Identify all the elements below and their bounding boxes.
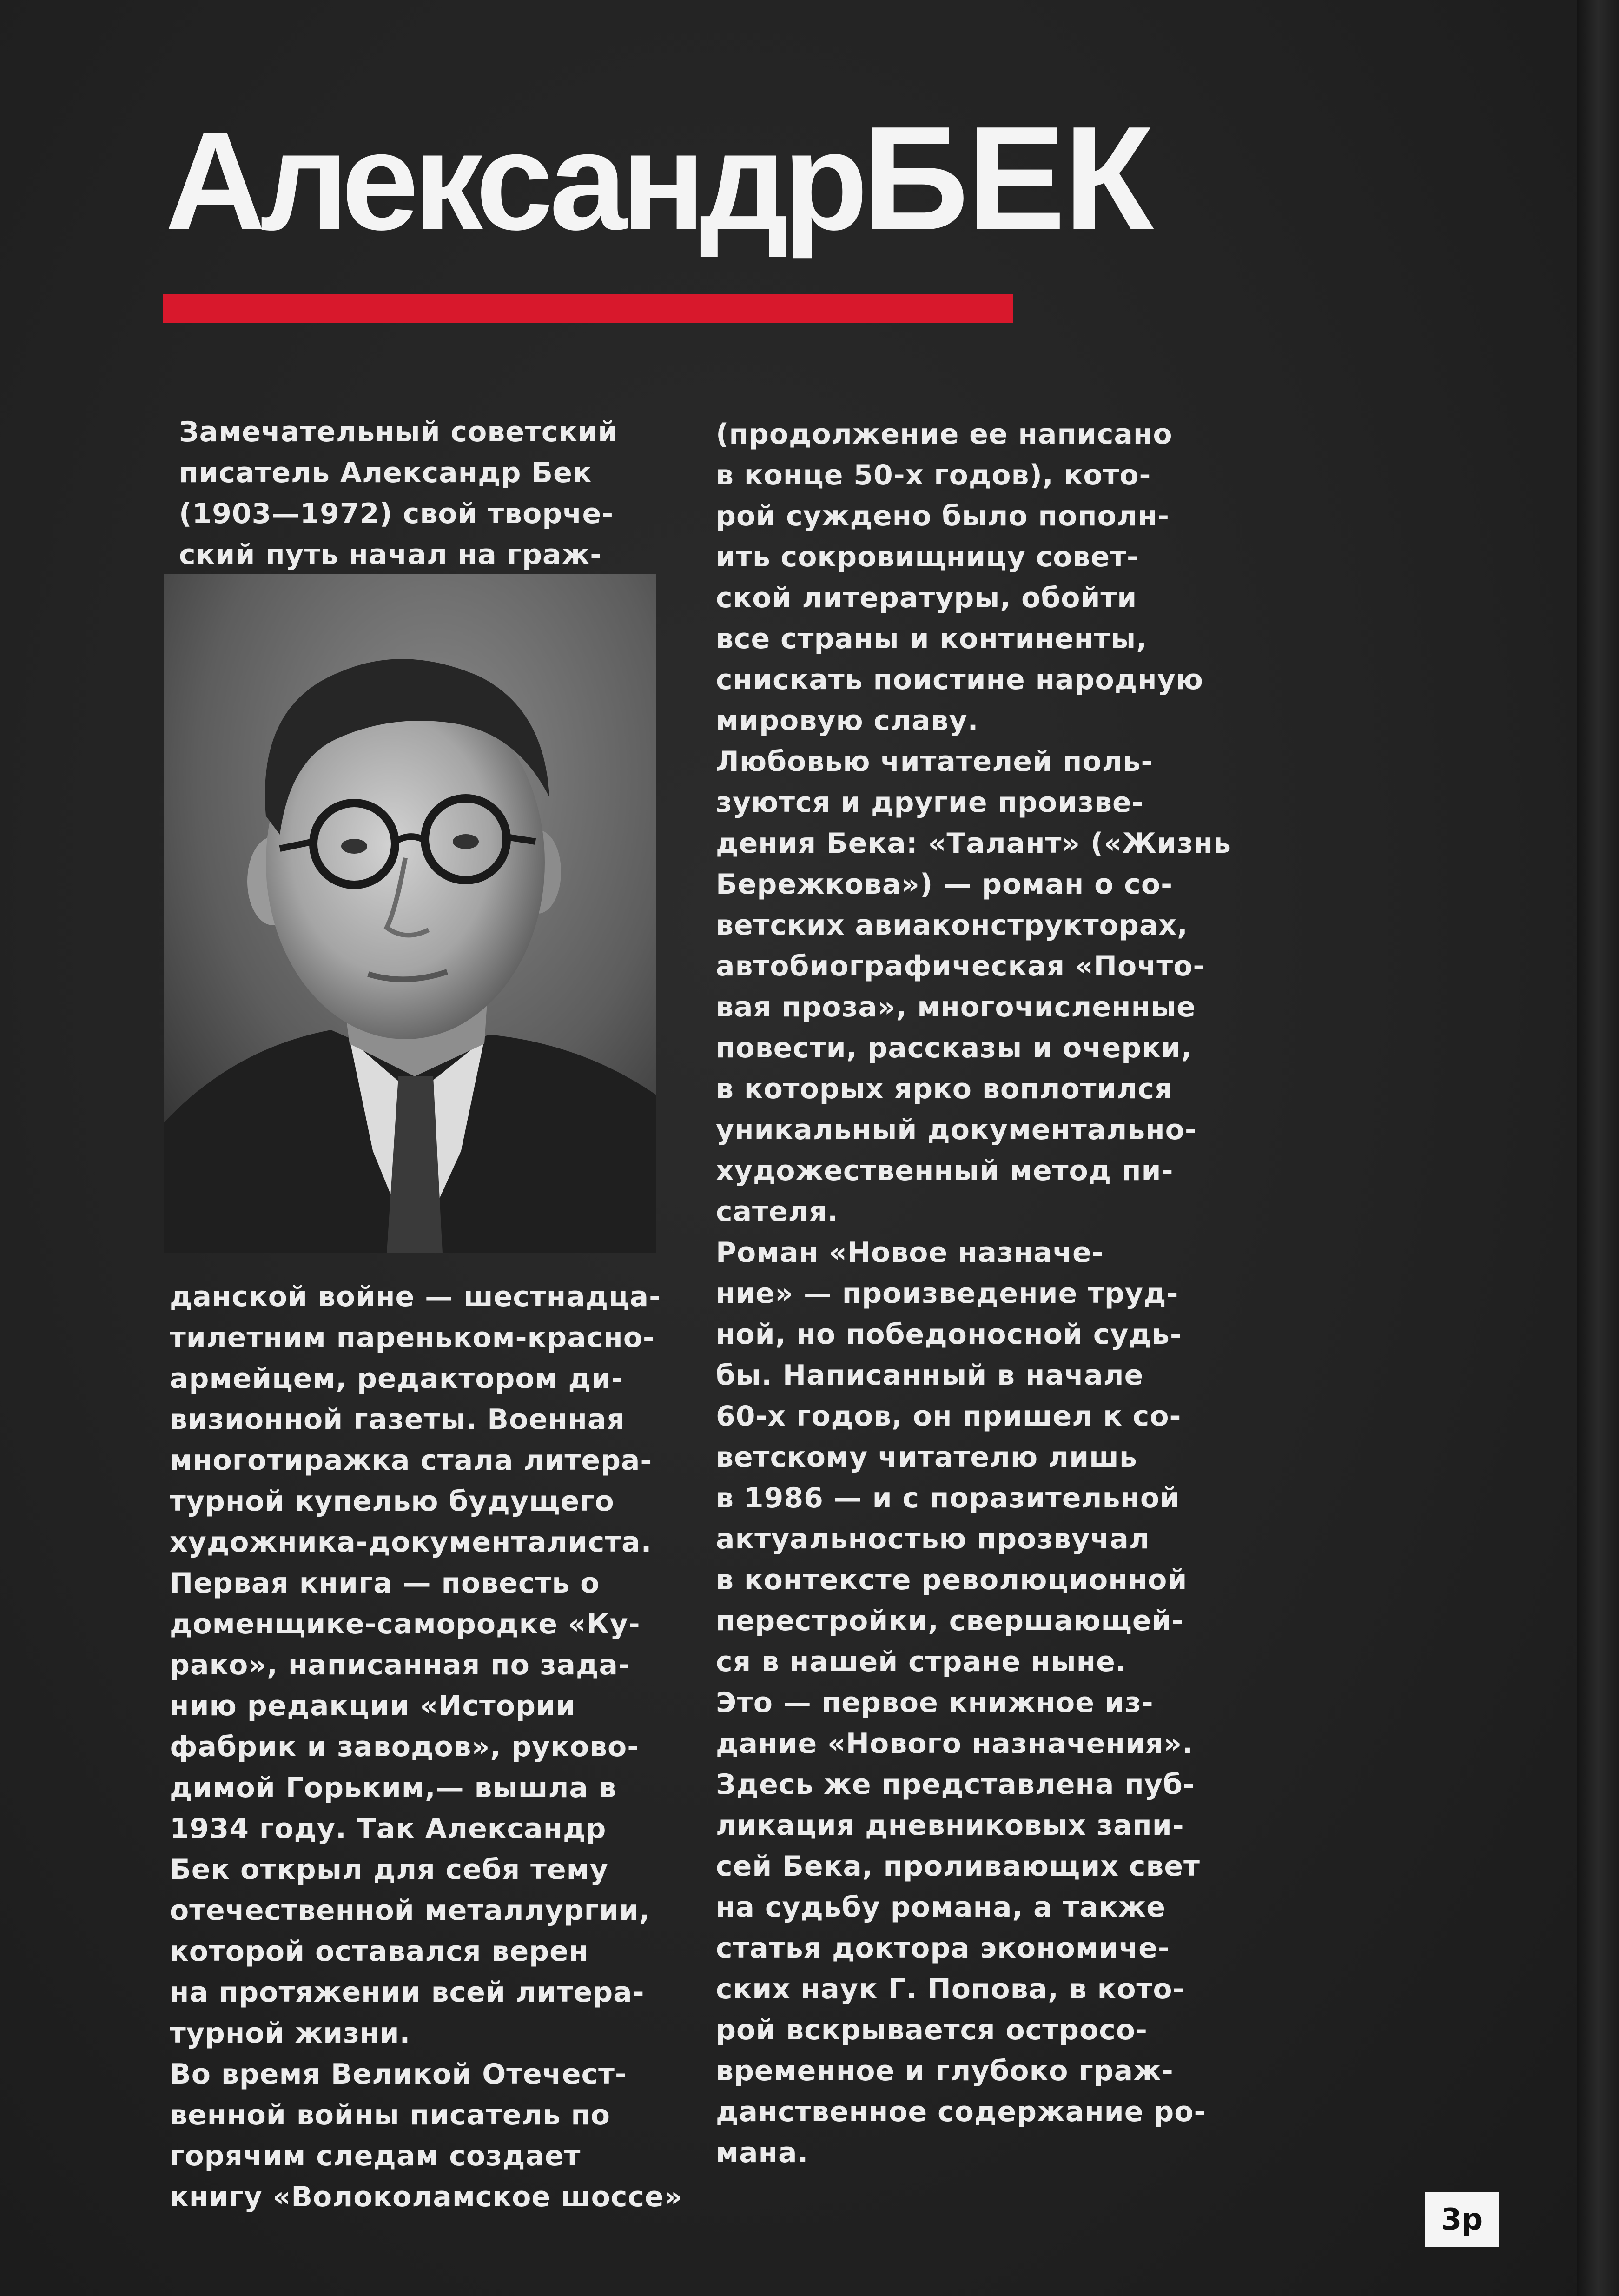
author-last-name: БЕК bbox=[862, 96, 1152, 261]
author-first-name: Александр bbox=[165, 103, 863, 259]
text-right-column: (продолжение ее написано в конце 50-х годов), кото- рой суждено было пополн- ить сокровищницу совет- ской литературы, обойти все страны и континенты, снискать поистине народную мировую славу. Любовью читателей поль- зуются и другие произве- дения Бека: «Талант» («Жизнь Бережкова») — роман о со- ветских авиаконструкторах, автобиографическая «Почто- вая проза», многочисленные повести, рассказы и очерки, в которых ярко воплотился уникальный документально- художественный метод пи- сателя. Роман «Новое назначе- ние» — произведение труд- ной, но победоносной судь- бы. Написанный в начале 60-х годов, он пришел к со- ветскому читателю лишь в 1986 — и с поразительной актуальностью прозвучал в контексте революционной перестройки, свершающей- ся в нашей стране ныне. Это — первое книжное из- дание «Нового назначения». Здесь же представлена пуб- ликация дневниковых запи- сей Бека, проливающих свет на судьбу романа, а также статья доктора экономиче- ских наук Г. Попова, в кото- рой вскрывается остросо- временное и глубоко граж- данственное содержание ро- мана. bbox=[716, 418, 1231, 2169]
text-left-top: Замечательный советский писатель Александр Бек (1903—1972) свой творче- ский путь начал на граж- bbox=[179, 416, 618, 571]
text-left-bottom: данской войне — шестнадца- тилетним пареньком-красно- армейцем, редактором ди- визионной газеты. Военная многотиражка стала литера- турной купелью будущего художника-документалиста. Первая книга — повесть о доменщике-самородке «Ку- рако», написанная по зада- нию редакции «Истории фабрик и заводов», руково- димой Горьким,— вышла в 1934 году. Так Александр Бек открыл для себя тему отечественной металлургии, которой оставался верен на протяжении всей литера- турной жизни. Во время Великой Отечест- венной войны писатель по горячим следам создает книгу «Волоколамское шоссе» bbox=[170, 1281, 683, 2213]
cover-edge bbox=[1577, 0, 1619, 2296]
author-portrait bbox=[164, 574, 656, 1253]
author-name bbox=[165, 96, 1152, 261]
price-label: 3р bbox=[1425, 2192, 1499, 2247]
red-underline bbox=[163, 294, 1013, 323]
